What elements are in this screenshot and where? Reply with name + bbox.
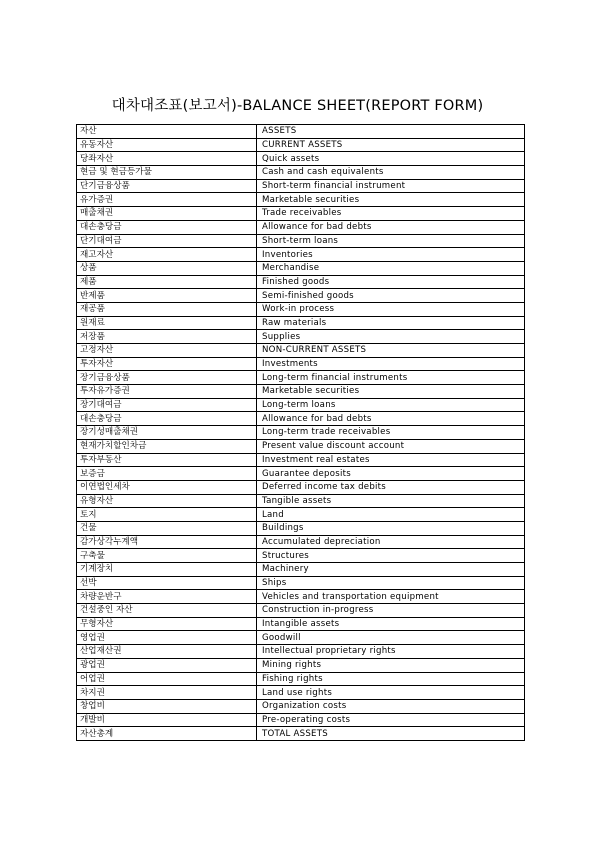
english-term-cell: Investment real estates (257, 453, 525, 467)
korean-term-cell: 산업재산권 (77, 645, 257, 659)
english-term-cell: Long-term trade receivables (257, 426, 525, 440)
korean-term-cell: 토지 (77, 508, 257, 522)
korean-term-cell: 원재료 (77, 316, 257, 330)
table-row (77, 125, 525, 139)
table-row (77, 357, 525, 371)
table-row (77, 234, 525, 248)
english-term-cell: Marketable securities (257, 193, 525, 207)
korean-term-cell: 무형자산 (77, 617, 257, 631)
table-row (77, 398, 525, 412)
korean-term-cell: 투자자산 (77, 357, 257, 371)
english-term-cell: NON-CURRENT ASSETS (257, 344, 525, 358)
english-term-cell: Accumulated depreciation (257, 535, 525, 549)
english-term-cell: TOTAL ASSETS (257, 727, 525, 741)
table-row (77, 699, 525, 713)
korean-term-cell: 차지권 (77, 686, 257, 700)
table-row (77, 480, 525, 494)
korean-term-cell: 현금 및 현금등가물 (77, 166, 257, 180)
table-row (77, 617, 525, 631)
table-row (77, 453, 525, 467)
table-row (77, 549, 525, 563)
english-term-cell: Inventories (257, 248, 525, 262)
korean-term-cell: 기계장치 (77, 563, 257, 577)
korean-term-cell: 투자유가증권 (77, 385, 257, 399)
english-term-cell: Long-term financial instruments (257, 371, 525, 385)
korean-term-cell: 자산총계 (77, 727, 257, 741)
english-term-cell: Machinery (257, 563, 525, 577)
table-row (77, 261, 525, 275)
table-row (77, 302, 525, 316)
table-body (77, 125, 525, 741)
korean-term-cell: 대손충당금 (77, 412, 257, 426)
english-term-cell: Structures (257, 549, 525, 563)
english-term-cell: Vehicles and transportation equipment (257, 590, 525, 604)
korean-term-cell: 상품 (77, 261, 257, 275)
korean-term-cell: 건물 (77, 521, 257, 535)
table-row (77, 289, 525, 303)
korean-term-cell: 고정자산 (77, 344, 257, 358)
balance-sheet-table (76, 124, 525, 741)
english-term-cell: Short-term loans (257, 234, 525, 248)
table-row (77, 412, 525, 426)
table-row (77, 248, 525, 262)
korean-term-cell: 차량운반구 (77, 590, 257, 604)
korean-term-cell: 구축물 (77, 549, 257, 563)
table-row (77, 576, 525, 590)
korean-term-cell: 장기금융상품 (77, 371, 257, 385)
english-term-cell: Trade receivables (257, 207, 525, 221)
korean-term-cell: 광업권 (77, 658, 257, 672)
table-row (77, 439, 525, 453)
english-term-cell: Allowance for bad debts (257, 412, 525, 426)
table-row (77, 166, 525, 180)
english-term-cell: Guarantee deposits (257, 467, 525, 481)
english-term-cell: Allowance for bad debts (257, 220, 525, 234)
korean-term-cell: 매출채권 (77, 207, 257, 221)
document-title: 대차대조표(보고서)-BALANCE SHEET(REPORT FORM) (111, 98, 484, 114)
table-row (77, 686, 525, 700)
korean-term-cell: 이연법인세차 (77, 480, 257, 494)
korean-term-cell: 자산 (77, 125, 257, 139)
table-row (77, 371, 525, 385)
table-row (77, 220, 525, 234)
korean-term-cell: 장기성매출채권 (77, 426, 257, 440)
english-term-cell: Intangible assets (257, 617, 525, 631)
table-row (77, 207, 525, 221)
table-row (77, 521, 525, 535)
korean-term-cell: 현재가치할인차금 (77, 439, 257, 453)
korean-term-cell: 단기대여금 (77, 234, 257, 248)
table-row (77, 344, 525, 358)
english-term-cell: Marketable securities (257, 385, 525, 399)
korean-term-cell: 당좌자산 (77, 152, 257, 166)
table-row (77, 563, 525, 577)
korean-term-cell: 유형자산 (77, 494, 257, 508)
english-term-cell: Tangible assets (257, 494, 525, 508)
table-row (77, 631, 525, 645)
english-term-cell: Long-term loans (257, 398, 525, 412)
table-row (77, 645, 525, 659)
table-row (77, 727, 525, 741)
table-row (77, 535, 525, 549)
table-row (77, 193, 525, 207)
korean-term-cell: 건설중인 자산 (77, 604, 257, 618)
korean-term-cell: 제품 (77, 275, 257, 289)
english-term-cell: ASSETS (257, 125, 525, 139)
table-row (77, 590, 525, 604)
korean-term-cell: 보증금 (77, 467, 257, 481)
table-row (77, 330, 525, 344)
english-term-cell: Present value discount account (257, 439, 525, 453)
korean-term-cell: 유가증권 (77, 193, 257, 207)
korean-term-cell: 반제품 (77, 289, 257, 303)
korean-term-cell: 재고자산 (77, 248, 257, 262)
korean-term-cell: 어업권 (77, 672, 257, 686)
english-term-cell: Work-in process (257, 302, 525, 316)
korean-term-cell: 개발비 (77, 713, 257, 727)
korean-term-cell: 선박 (77, 576, 257, 590)
english-term-cell: Finished goods (257, 275, 525, 289)
english-term-cell: Intellectual proprietary rights (257, 645, 525, 659)
korean-term-cell: 영업권 (77, 631, 257, 645)
english-term-cell: Investments (257, 357, 525, 371)
korean-term-cell: 저장품 (77, 330, 257, 344)
table-row (77, 508, 525, 522)
english-term-cell: Pre-operating costs (257, 713, 525, 727)
english-term-cell: Fishing rights (257, 672, 525, 686)
table-row (77, 316, 525, 330)
korean-term-cell: 감가상각누계액 (77, 535, 257, 549)
table-row (77, 152, 525, 166)
table-row (77, 275, 525, 289)
english-term-cell: Semi-finished goods (257, 289, 525, 303)
english-term-cell: Land use rights (257, 686, 525, 700)
english-term-cell: Ships (257, 576, 525, 590)
english-term-cell: Merchandise (257, 261, 525, 275)
english-term-cell: CURRENT ASSETS (257, 138, 525, 152)
korean-term-cell: 창업비 (77, 699, 257, 713)
english-term-cell: Deferred income tax debits (257, 480, 525, 494)
korean-term-cell: 투자부동산 (77, 453, 257, 467)
english-term-cell: Quick assets (257, 152, 525, 166)
table-row (77, 604, 525, 618)
english-term-cell: Land (257, 508, 525, 522)
english-term-cell: Supplies (257, 330, 525, 344)
table-row (77, 467, 525, 481)
english-term-cell: Cash and cash equivalents (257, 166, 525, 180)
table-row (77, 426, 525, 440)
english-term-cell: Construction in-progress (257, 604, 525, 618)
table-row (77, 385, 525, 399)
english-term-cell: Goodwill (257, 631, 525, 645)
korean-term-cell: 유동자산 (77, 138, 257, 152)
korean-term-cell: 재공품 (77, 302, 257, 316)
english-term-cell: Organization costs (257, 699, 525, 713)
english-term-cell: Buildings (257, 521, 525, 535)
table-row (77, 713, 525, 727)
table-row (77, 494, 525, 508)
korean-term-cell: 장기대여금 (77, 398, 257, 412)
table-row (77, 179, 525, 193)
korean-term-cell: 대손충당금 (77, 220, 257, 234)
table-row (77, 672, 525, 686)
table-row (77, 658, 525, 672)
korean-term-cell: 단기금융상품 (77, 179, 257, 193)
english-term-cell: Mining rights (257, 658, 525, 672)
english-term-cell: Short-term financial instrument (257, 179, 525, 193)
english-term-cell: Raw materials (257, 316, 525, 330)
table-row (77, 138, 525, 152)
